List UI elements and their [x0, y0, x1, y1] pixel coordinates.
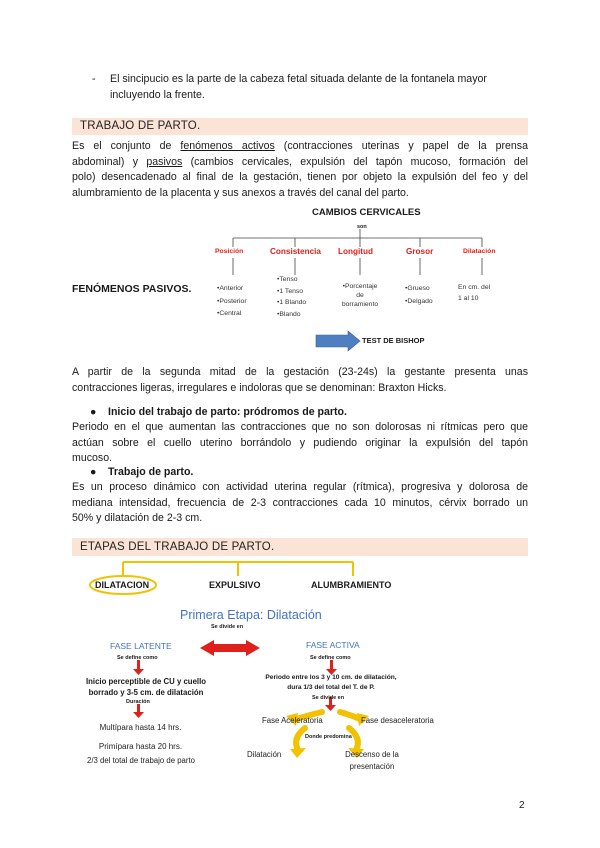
- latent-duration-list: [93, 718, 188, 756]
- bishop-test-label: TEST DE BISHOP: [362, 336, 425, 345]
- first-stage-title: Primera Etapa: Dilatación: [180, 608, 322, 622]
- bullet-dot: ●: [90, 466, 97, 478]
- intro-line-2: incluyendo la frente.: [110, 89, 205, 101]
- intro-line-1: El sincipucio es la parte de la cabeza fetal situada delante de la fontanela mayor: [110, 73, 487, 85]
- passive-phenomena-term: pasivos: [146, 155, 183, 168]
- list-item: •Posterior: [217, 297, 247, 305]
- onset-line-2: actúan sobre el cuello uterino borrándolo y pudiendo originar la expulsión del tapón: [72, 436, 528, 449]
- descent-outcome: Descenso de la presentación: [345, 750, 399, 771]
- braxton-line-1: A partir de la segunda mitad de la gestación (23-24s) la gestante presenta unas: [72, 366, 528, 378]
- list-item: •Blando: [277, 310, 301, 318]
- labor-line-2: mediana intensidad, frecuencia de 2-3 contracciones cada 10 minutos, cérvix borrado un: [72, 496, 528, 509]
- predomina-label: Donde predomina: [305, 734, 352, 740]
- latent-fraction: 2/3 del total de trabajo de parto: [87, 756, 195, 765]
- cervical-changes-title: CAMBIOS CERVICALES: [312, 207, 421, 218]
- list-item: •Central: [217, 310, 242, 317]
- list-item: •Anterior: [217, 285, 244, 292]
- stage-expulsivo: EXPULSIVO: [209, 580, 261, 590]
- bullet-dot: ●: [90, 406, 97, 418]
- section-heading-etapas: ETAPAS DEL TRABAJO DE PARTO.: [72, 538, 528, 556]
- accel-phase: Fase Aceleratoria: [262, 716, 323, 725]
- connector-son: son: [357, 224, 367, 230]
- passive-phenomena-label: FENÓMENOS PASIVOS.: [72, 283, 192, 295]
- divides-label: Se divide en: [211, 624, 244, 630]
- labor-line-1: Es un proceso dinámico con actividad uterina regular (rítmica), progresiva y dolorosa de: [72, 481, 528, 493]
- list-item: •Delgado: [405, 297, 433, 305]
- list-item: 1 al 10: [458, 294, 479, 302]
- double-arrow-icon: [200, 640, 260, 656]
- labor-line-3: 50% y dilatación de 2-3 cm.: [72, 512, 203, 525]
- active-phenomena-term: fenómenos activos: [180, 140, 275, 152]
- list-item: •1 Tenso: [277, 287, 304, 295]
- para-line-1: Es el conjunto de fenómenos activos (contracciones uterinas y papel de la prensa: [72, 140, 528, 152]
- decel-phase: Fase desaceleratoria: [361, 716, 434, 725]
- list-item: En cm. del: [458, 284, 491, 291]
- stage-alumbramiento: ALUMBRAMIENTO: [311, 580, 392, 590]
- category-longitud: Longitud: [338, 247, 374, 256]
- list-item: •Grueso: [405, 285, 430, 292]
- active-divides-label: Se divide en: [312, 695, 345, 701]
- para-line-4: alumbramiento de la placenta y sus anexos a través del canal del parto.: [72, 186, 409, 199]
- list-item: Primípara hasta 20 hrs.: [98, 742, 183, 751]
- active-defined-label: Se define como: [310, 655, 351, 661]
- category-consistencia: Consistencia: [270, 247, 321, 256]
- list-item: •Porcentaje: [342, 283, 378, 290]
- list-item: Multípara hasta 14 hrs.: [99, 723, 182, 732]
- list-item: borramiento: [341, 301, 379, 308]
- braxton-line-2: contracciones ligeras, irregulares e indoloras que se denominan: Braxton Hicks.: [72, 381, 447, 394]
- active-phase-title: FASE ACTIVA: [306, 640, 360, 650]
- bullet-title-onset: Inicio del trabajo de parto: pródromos de parto.: [108, 406, 347, 418]
- bullet-dash: -: [92, 73, 96, 85]
- para-line-3: polo) desencadenado al final de la gestación, tienen por objeto la expulsión del feo y del: [72, 171, 528, 184]
- list-item: •Tenso: [277, 276, 298, 283]
- duration-label: Duración: [126, 699, 150, 705]
- page-number: 2: [519, 800, 525, 811]
- para-line-2: abdominal) y pasivos (cambios cervicales, expulsión del tapón mucoso, formación del: [72, 155, 528, 168]
- onset-line-1: Periodo en el que aumentan las contracciones que no son dolorosas ni rítmicas pero que: [72, 421, 528, 433]
- latent-defined-label: Se define como: [117, 655, 158, 661]
- bullet-title-labor: Trabajo de parto.: [108, 466, 194, 478]
- category-grosor: Grosor: [406, 247, 434, 256]
- list-item: •1 Blando: [277, 299, 307, 306]
- list-item: de: [356, 292, 364, 299]
- latent-phase-title: FASE LATENTE: [110, 641, 172, 651]
- onset-line-3: mucoso.: [72, 452, 113, 465]
- section-heading-trabajo: TRABAJO DE PARTO.: [72, 118, 528, 135]
- active-description: Periodo entre los 3 y 10 cm. de dilatación, dura 1/3 del total del T. de P.: [265, 674, 397, 691]
- category-dilatacion: Dilatación: [463, 248, 496, 255]
- latent-description: Inicio perceptible de CU y cuello borrado y 3-5 cm. de dilatación: [85, 677, 206, 697]
- category-posicion: Posición: [215, 248, 244, 255]
- dilatation-outcome: Dilatación: [247, 750, 282, 759]
- stage-dilatacion: DILATACION: [95, 580, 150, 590]
